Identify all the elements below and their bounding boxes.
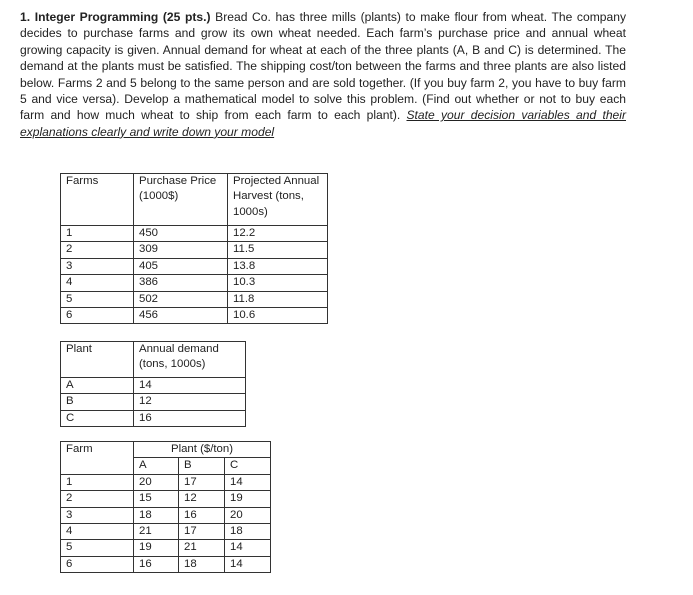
annual-demand: 14 [134,378,246,394]
table-row [61,524,271,540]
cost-a: 19 [134,540,179,556]
annual-harvest: 11.5 [228,242,328,258]
table-header-row [61,442,271,458]
cost-c: 20 [225,507,271,523]
subheader-plant-b: B [179,458,225,474]
header-farms: Farms [61,174,134,226]
purchase-price: 502 [134,291,228,307]
shipping-cost-table [60,441,271,573]
cost-b: 16 [179,507,225,523]
cost-a: 15 [134,491,179,507]
annual-demand: 16 [134,410,246,426]
cost-b: 17 [179,524,225,540]
cost-c: 14 [225,540,271,556]
annual-harvest: 11.8 [228,291,328,307]
table-row [61,275,328,291]
table-row [61,258,328,274]
header-plant-cost: Plant ($/ton) [134,442,271,458]
table-row [61,226,328,242]
annual-demand: 12 [134,394,246,410]
farm-id: 1 [61,474,134,490]
table-row [61,291,328,307]
cost-c: 18 [225,524,271,540]
farm-id: 5 [61,291,134,307]
cost-b: 17 [179,474,225,490]
cost-a: 21 [134,524,179,540]
cost-a: 16 [134,556,179,572]
plant-id: A [61,378,134,394]
problem-statement [20,9,626,140]
header-plant: Plant [61,342,134,378]
purchase-price: 456 [134,308,228,324]
header-projected-harvest: Projected Annual Harvest (tons, 1000s) [228,174,328,226]
purchase-price: 405 [134,258,228,274]
farm-id: 6 [61,308,134,324]
farm-id: 1 [61,226,134,242]
farm-id: 5 [61,540,134,556]
farm-id: 2 [61,491,134,507]
farm-id: 3 [61,507,134,523]
header-farm: Farm [61,442,134,475]
table-row [61,410,246,426]
subheader-plant-c: C [225,458,271,474]
annual-harvest: 10.6 [228,308,328,324]
farm-id: 6 [61,556,134,572]
cost-a: 18 [134,507,179,523]
problem-heading: 1. Integer Programming (25 pts.) [20,10,211,24]
table-header-row [61,174,328,226]
cost-c: 14 [225,474,271,490]
plant-id: B [61,394,134,410]
annual-harvest: 12.2 [228,226,328,242]
cost-a: 20 [134,474,179,490]
annual-harvest: 13.8 [228,258,328,274]
instruction-underlined: State your decision variables and their explanations clearly and write down your model [20,108,626,139]
table-row [61,394,246,410]
purchase-price: 309 [134,242,228,258]
header-purchase-price: Purchase Price (1000$) [134,174,228,226]
cost-b: 21 [179,540,225,556]
table-row [61,378,246,394]
cost-c: 19 [225,491,271,507]
farm-id: 4 [61,524,134,540]
table-row [61,242,328,258]
plants-table [60,341,246,427]
purchase-price: 450 [134,226,228,242]
annual-harvest: 10.3 [228,275,328,291]
farm-id: 4 [61,275,134,291]
header-annual-demand: Annual demand (tons, 1000s) [134,342,246,378]
table-row [61,540,271,556]
table-row [61,556,271,572]
cost-b: 18 [179,556,225,572]
farm-id: 3 [61,258,134,274]
cost-b: 12 [179,491,225,507]
table-header-row [61,342,246,378]
plant-id: C [61,410,134,426]
table-row [61,491,271,507]
cost-c: 14 [225,556,271,572]
purchase-price: 386 [134,275,228,291]
problem-body: Bread Co. has three mills (plants) to make flour from wheat. The company decides to purchase farms and grow its own wheat needed. Each farm’s purchase price and annual wheat growing capacity is given. Annual demand for wheat at each of the three plants (A, B and C) is determined. The demand at the plants must be satisfied. The shipping cost/ton between the farms and three plants are also listed below. Farms 2 and 5 belong to the same person and are sold together. (If you buy farm 2, you have to buy farm 5 and vice versa). Develop a mathematical model to solve this problem. (Find out whether or not to buy each farm and how much wheat to ship from each farm to each plant). [20,10,626,123]
table-row [61,308,328,324]
table-row [61,507,271,523]
farm-id: 2 [61,242,134,258]
subheader-plant-a: A [134,458,179,474]
table-row [61,474,271,490]
farms-table [60,173,328,324]
